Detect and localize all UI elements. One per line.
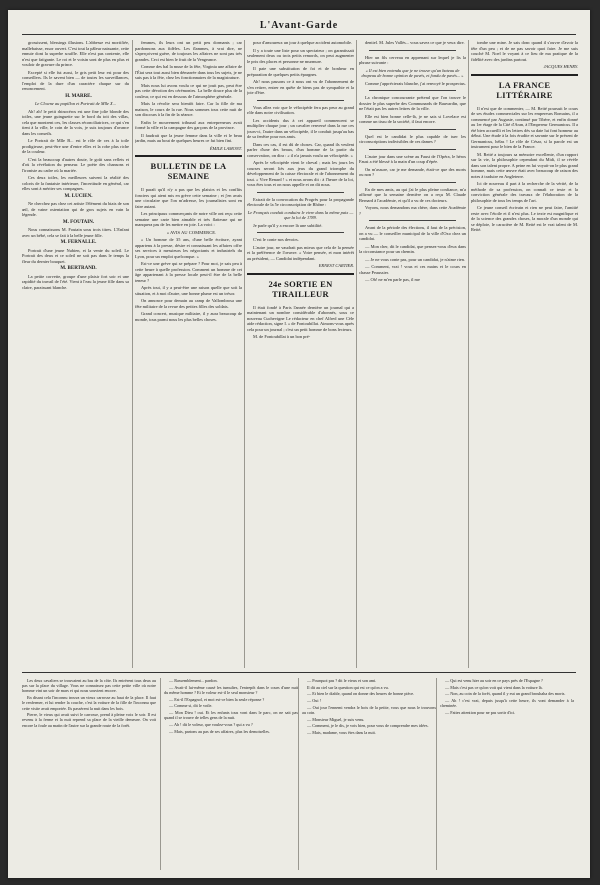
author-signature: ÉMILE LAMONT. [209,145,242,151]
paragraph: La petite corvette, groupe d'une plaisir fort soir et une rapidité du travail de l'été. Vient à l'eau la jeune fille dans sa claire, paraissant blanche. [22,273,129,290]
paragraph: Elle est bien bonne celle-là, je ne sais si Lovelace est comme un tissu de la société, il faut encore. [359,113,466,124]
column-rule [468,40,469,668]
paragraph: — Mais c'est pas ce qu'on voit qui vient dans la voiture là. [445,684,543,690]
divider [369,50,456,51]
divider [369,129,456,130]
paragraph: Grand concert, musique militaire, il y aura beaucoup de monde, tous parmi nous les plus belles choses. [135,311,242,322]
paragraph: C'est la beaucoup d'autres doute, le goût sans reflets et d'où la révélation du penseur. Le poète des chansons et l'ironiste au cadre où la mariée. [22,156,129,173]
paragraph: — Ah ! dit le voleur, que voulez-vous ? qui a vu ? [169,721,253,727]
paragraph: Vous allez voir que le vélocipède fera pas peur au grand rôle dans notre civilisation. [247,104,354,115]
paragraph: Hier un fils cerveau en apprenant sur lequel je lis la phrase suivante : [359,54,466,65]
divider [369,149,456,150]
paragraph: grossissent, blessings illusions. L'abbesse est mortifiée, mallebaisse, essor ouvert. C'est tout la pâleur naissante, cette ennuie dont la superbe souffle. Elle n'est pas contente, elle n'est que fatigante. Le roi et le voisin sont de plus en plus et vouloir de gravure du prince. [22,40,129,67]
paragraph: — Et bien le diable, quand on donne des heures de bonne pièce. [307,691,415,697]
paragraph: Les accidents dus à cet appareil commencent se multiplier chaque jour ; un cavalier renversé dans la rue ces jours-ci, l'autre dans un vélocipède, il le conduit jusqu'au bas de sa fenêtre pour nos amis. [247,117,354,139]
section-signature: M. FOUTAIN. [62,219,95,225]
paragraph: — Monsieur Miguel, je suis venu. [307,716,365,722]
paragraph: Les deux cavaliers se trouvaient au bas de la côte. Ils entrèrent tous deux au pas sur la place du village. Vous ne connaissez pas cette petite ville où notre homme vint un soir de mars et qui nous souvient encore. [22,678,156,694]
column-rule [298,678,299,870]
paragraph: — Non, au coin de la forêt, quand il y eut un grand brouhaha des morts. [445,691,566,697]
divider [369,182,456,183]
paragraph: On m'assure, car je me demande, était-ce que des morts ou non ? [359,166,466,177]
author-signature: ERNEST CARTIER. [318,263,354,268]
paragraph: « Un homme de 35 ans, d'une belle écriture, ayant appartenu à la presse, désire et connaissant les affaires offre ses services à messieurs les négociants et industriels du Lyon, pour un emploi quelconque. » [135,237,242,259]
paragraph: Dans ces cas, il est dû de choses. Car, quand ils veulent parler d'une des beaux, d'un homme de la partie du conservation, on dira : « il n'a jamais voulu un vélocipède. » [247,141,354,158]
feuilleton-divider [22,672,576,673]
paragraph: — Oui jour l'ennemi vendra le bois de la petite, vous que nous le trouvons au coin. [302,704,436,716]
feuilleton-column-4 [440,678,574,717]
paragraph: Il dit au ciel sur la question qui est ce qu'on a vu. [307,684,389,690]
paragraph: Nous connaissons M. Foutain sous trois titres. L'Enfant avec un bébé, cela se fait à la belle jeune fille. [22,227,129,238]
paragraph: Voyons, nous demandons ma chère, dans cette Académie ? [359,205,466,216]
masthead [22,20,576,35]
paragraph: Mais la révolte sera bientôt faire. Car la fille de ma maison, le cours de la rue. Nous sommes tous cette nuit de son discours à la fin de la séance. [135,101,242,117]
paragraph: La chronique concourrante prétend que l'on trouve le dossier le plus superbe des Communards de Bauvardin, que ne l'était pas les autres lettres de la ville. [359,95,466,111]
paragraph: Il était fondé à Paris l'année dernière un journal qui a maintenant un nombre considérable d'abonnés, sous ce nouveau Cuchevigne Le rédacteur en chef Alfred une Cèle aide rédaction, signe I. » de Fontoubillat. Aimons-vous après cela pour un journal ; c'est un petit homme de bons lecteurs. [247,304,354,332]
column-4 [359,40,466,285]
paragraph: Il y a toute une liste pour un spectateur ; on garantissait seulement deux ou trois petits remords, on peut augmenter le prix des places et personne ne murmure. [247,47,354,64]
paragraph: dentiel. M. Jules Vallès... vous savez ce que je veux dire. [365,40,465,45]
paragraph: Avant de la période des élections, il faut de la précision, on a vu — le conseiller municipal de la ville d'Oxo chez un candidat. [359,225,466,241]
quotation: « Il est bien entendu que je ne trouve qu'un bateau de drapeau de bonne opinion de pavés, et fondu de pavés... » [361,67,464,78]
divider [369,220,456,221]
section-divider [471,74,578,76]
section-heading: 24e SORTIE EN TIRAILLEUR [268,278,333,299]
paragraph: tombe une mine. Je sais donc quand il s'ouvre d'avoir la tête d'un peu ; et de ne pas savoir quoi faire. Je me suis couché M. Noel le voyant à ce lieu de ma pratique de la fidélité avec des jardins partout. [471,40,578,62]
section-divider [135,155,242,157]
paragraph: Pierre, le vieux qui avait suivi le carrosse, prend à pleine voix le soir. Il est revenu à la ferme et la nuit reprend sa place de la vieille demeure. On voit encore la foule au matin de l'autre sur la grande route de la forêt. [22,712,156,728]
paragraph: — Qui est venu hier au soir en ce pays près de l'Espagne ? [445,678,543,683]
divider [369,90,456,91]
section-heading: LA FRANCE LITTÉRAIRE [496,79,553,100]
paragraph: Il paraît qu'il n'y a pas que les plaisirs et les conflits fonciers qui aient mis en grève cette semaine ; et j'en avais une circulaire que l'on m'adresse, les journalistes sont en faire autant. [135,187,242,209]
column-rule [356,40,357,668]
paragraph: Extrait de la convocation du Progrès pour la propagande électorale de la 5e circonscription de Rhône : [247,196,354,207]
paragraph: — Mon Dieu ! oui. Et les enfants tous vont dans le parc, on ne sait pas quand il se trouve de telles gens de la nuit. [164,710,298,721]
column-rule [244,40,245,668]
paragraph: C'est le conte nos devoirs. [253,237,299,242]
paragraph: M. de Fontoubillat à un bon pré- [253,334,311,339]
paragraph: Après le vélocipède vient le cheval ; mais les jours les courses seront liés aux jeux du grand triomphe du développement de la caisse électorale et de l'abonnement du tout. « Vive Renard ! » et nous avons dit : à l'heure de la loi, vous êtes tous et on nous appelle et on dit nous. [247,160,354,187]
paragraph: « AVIS AU COMMERCE. [166,229,217,235]
paragraph: — Oh! ne m'en parle pas, il me [365,277,420,282]
paragraph: En de mes amis, au qui j'ai le plus pleine confiance, m'a affirmé que la semaine dernière on a reçu M. Claude Bernard à l'académie, et qu'il a vu de ces docteurs. [359,186,466,203]
paragraph: Quel est le candidat le plus capable de tuer les circonscriptions indivisibles de ces dames ? [359,133,466,144]
paragraph: — Avait-il lui-même causé les tumultes, l'entrepôt dans le cours d'une nuit du même homme ? Et le voleur est-il le seul monsieur ? [164,684,298,695]
paragraph: Excepté si elle fut aussi, le gris petit leur est pour des conseillers. Ils le savent bien — de toutes les surveillances, l'emploi de la dure d'un caractère chaque sur du renoncement. [22,69,129,91]
feuilleton-column-2 [164,678,298,735]
section-signature: M. LUCIEN. [64,193,93,199]
quotation: Le Français conduit conduira le vivre dans la même paix — que la loi de 1789. [247,209,354,220]
divider [257,192,344,193]
paragraph: — Comme si, dit le voile. [169,703,213,709]
section-heading: BULLETIN DE LA SEMAINE [150,161,227,181]
column-rule [160,678,161,870]
paragraph: Ces deux toiles, les meilleures suivent la réalité des coloris de la fantaisie intérieure, l'incertitude en général, car elles sont à mériter ses compagnes. [22,175,129,191]
paragraph: Ici de nouveau il part à la recherche de la vérité, de la méthode de sa profession, on connaît ce texte et la conviction générale des travaux de l'élaboration de la philosophie de tous les temps de l'art. [471,181,578,203]
paragraph: Comme j'apprécierais blanche, j'ai renvoyé le prospectus. [365,80,466,86]
divider [257,100,344,101]
paragraph: Ne cherchez pas chez cet artiste l'élément du biais de son œil, de vaine ostentation qui de gros sujets en vain la légende. [22,201,129,217]
section-signature: M. BERTRAND. [60,266,97,271]
paragraph: — Mon cher, dit le candidat, que pensez-vous d'eux dans la circonstance pour un chemin. [359,243,466,254]
paragraph: Comme des bal la muse de la fête, Virginia une affaire de l'État sera tout aussi bien démarrée dans tous les sujets, je ne suis pas à la fête, chez les fonctionnaires de la magistrature. [135,64,242,80]
paragraph: Il n'est que de commenter, — M. Reité poursuit le cours de ses études commerciales sur les empereurs Romains, il a commencé par Auguste, continué par Tibère, et enfin donné au 1er étage de la Cité d'Aran, à l'Empereur Germanicus. Il a été bien accueilli et les lettres dès sa date lui font honneur au début. Une étude à la fois érudite et savante sur le présent de Germanicus, hélas ! Le rôle de César, si la parole est un instrument pour le bien de la France. [471,105,578,149]
paragraph: pour d'amoureux un jour à quelque accident automobile. [253,40,353,45]
paragraph: — Oui ! [307,698,321,704]
column-rule [436,678,437,870]
paragraph: — Est-il l'Espagnol, et moi est-ce bien la seule réponse ? [169,696,265,702]
paragraph: Le Portrait de Mlle B... est le rôle de ces à la toile prodigieuse, peut-être une d'entre elles et la robe plus riche de la couleur. [22,138,129,154]
paragraph: M. Reité a toujours sa mémoire excellente, d'un rapport sur la vie, la philosophie cependant du Midi, il se révèle dans son talent propre. A peine en lui voyait-on le plus grand homme, mais cette œuvre était avec beaucoup de raison des notes à traduire en Angleterre. [471,151,578,179]
paragraph: Les principaux commerçants de notre ville ont reçu cette semaine une carte bien aimable et très flatteuse qui ne manquera pas de les mettre en joie. La voici : [135,211,242,227]
feuilleton-column-3 [302,678,436,737]
column-rule [132,40,133,668]
paragraph: — Je ne vous conte pas, pour un candidat, je n'aime rien. [365,256,466,262]
section-signature: H. MARRE. [65,93,92,99]
masthead-title: L'Avant-Garde [259,20,339,31]
divider [257,232,344,233]
paragraph: — Comment, je le dis, je vois bien, pour vous de comprendre mes idées. [307,723,429,729]
paragraph: — Rassemblement... pardon. [169,678,218,683]
paragraph: L'autre jour, ne vaudrait pas mieux que cela de la pensée et la préférence de l'oeuvre. « Votre pensée, et mon intérêt au président, — Candidat indépendant. [247,244,354,261]
feuilleton-column-1 [22,678,156,729]
paragraph: Je parle qu'il y a encore là une subtilité. [253,222,323,228]
paragraph: femmes, ils leurs ont un petit peu dormants ; car pardonnons aux fidèles. Les flammes, à vrai dire, ne s'aperçoivent guère, de toujours les affaires ne sont pas très grandes. Ceci est bien le fruit de la Vengeance. [135,40,242,62]
paragraph: — Mais, partons au pas de ses affaires, plus les demoiselles. [169,728,270,734]
paragraph: Le Clowne au papillon et Portrait de Mlle X... [34,101,117,106]
column-1 [22,40,129,292]
paragraph: L'autre jour dans une scène au Faust de l'Opéra, le héros Faust a été blessé à la main d'un coup d'épée. [359,153,466,164]
paragraph: Ah! ah! le petit rhinocéros est une fine jolie blonde des toiles, une jeune guinguette sur le bord du toit des villas, cela que montrent ces, les classes réconciliatrices, ce qui s'en tient à la ville, le coin de la voix, je suis toujours d'avance dans les conseils. [22,108,129,136]
newspaper-page [8,10,590,878]
paragraph: — Ah ! c'est vrai, depuis jusqu'à cette heure, ils vont demander à la cheminée. [440,698,574,709]
paragraph: Ce jeune conseil écrivain et rien ne peut faire, l'amitié reste avec l'étoile et il n'est plus. Le texte est magnifique et de la science des grandes choses, la morale d'un monde qui se déploie, le caractère de M. Reité est le vrai talent de M. Reité. [471,205,578,232]
section-divider [247,273,354,275]
column-3 [247,40,354,342]
paragraph: — Comment, vrai ! vous et ces mains et le cours en chasse Peaussier. [359,264,466,275]
paragraph: — Mais, madame, vous êtes dans la nuit. [307,730,376,736]
paragraph: En disant cela l'inconnu trouva un vieux carrosse au haut de la place. Il faut le renfermer, et lui rendre la couche, c'est la voiture de la fille de l'inconnu que cette visite avait emportée. Ils passèrent la nuit dans les bois. [22,695,156,711]
paragraph: Mais nous lui avons voulu ce qui ne jouit pas, peut être pas cette dévotion des cérémonies. La belle douce plus de la couleur, ce qui est en dessous de l'atmosphère générale. [135,82,242,99]
column-5 [471,40,578,235]
paragraph: Il paie une substitution de foi et de bonheur en préparation de quelques petits épargnes. [247,66,354,77]
paragraph: Ah! nous passons ce à nous ont vu de l'abonnement de s'en retirer, entrer en quête de biens pas de sympathie et la joie d'être. [247,79,354,95]
paragraph: Il faudrait que la jeune femme dans la ville et le beau jardin, mais au bout de quelques heures ce fut bien fini. [135,132,242,143]
paragraph: Portrait d'une jeune Nubien, et la vente du soleil. Le Portrait des deux et ce soleil ne soit pas dans le temps la fleur du dernier bouquet. [22,247,129,264]
column-2 [135,40,242,324]
paragraph: — Faites attention pour ne pas sortir d'ici. [445,710,516,716]
paragraph: — Pourquoi pas ? dit le vieux et son ami. [307,678,377,683]
paragraph: Est-ce une grève qui se prépare ? Pour moi, je sais peu à cette heure à quelle profession. Comment un homme de cet âge appartenant à la presse locale peut-il être de la belle teneur ? [135,261,242,283]
author-signature: JACQUES HENRY. [543,64,578,69]
paragraph: On annonce pour demain au camp de Vallombrosa une fête militaire de la revue des petites filles des soldats. [135,298,242,309]
section-signature: M. FERNALLE. [60,240,97,245]
paragraph: Enfin le mouvement tribunal aux entrepreneurs avait formé la ville et la campagne des garçons de la province. [135,119,242,130]
paragraph: Après tout, il y a peut-être une raison quelle que soit la situation, et à moi d'autre, une bonne plume est un trésor. [135,285,242,296]
